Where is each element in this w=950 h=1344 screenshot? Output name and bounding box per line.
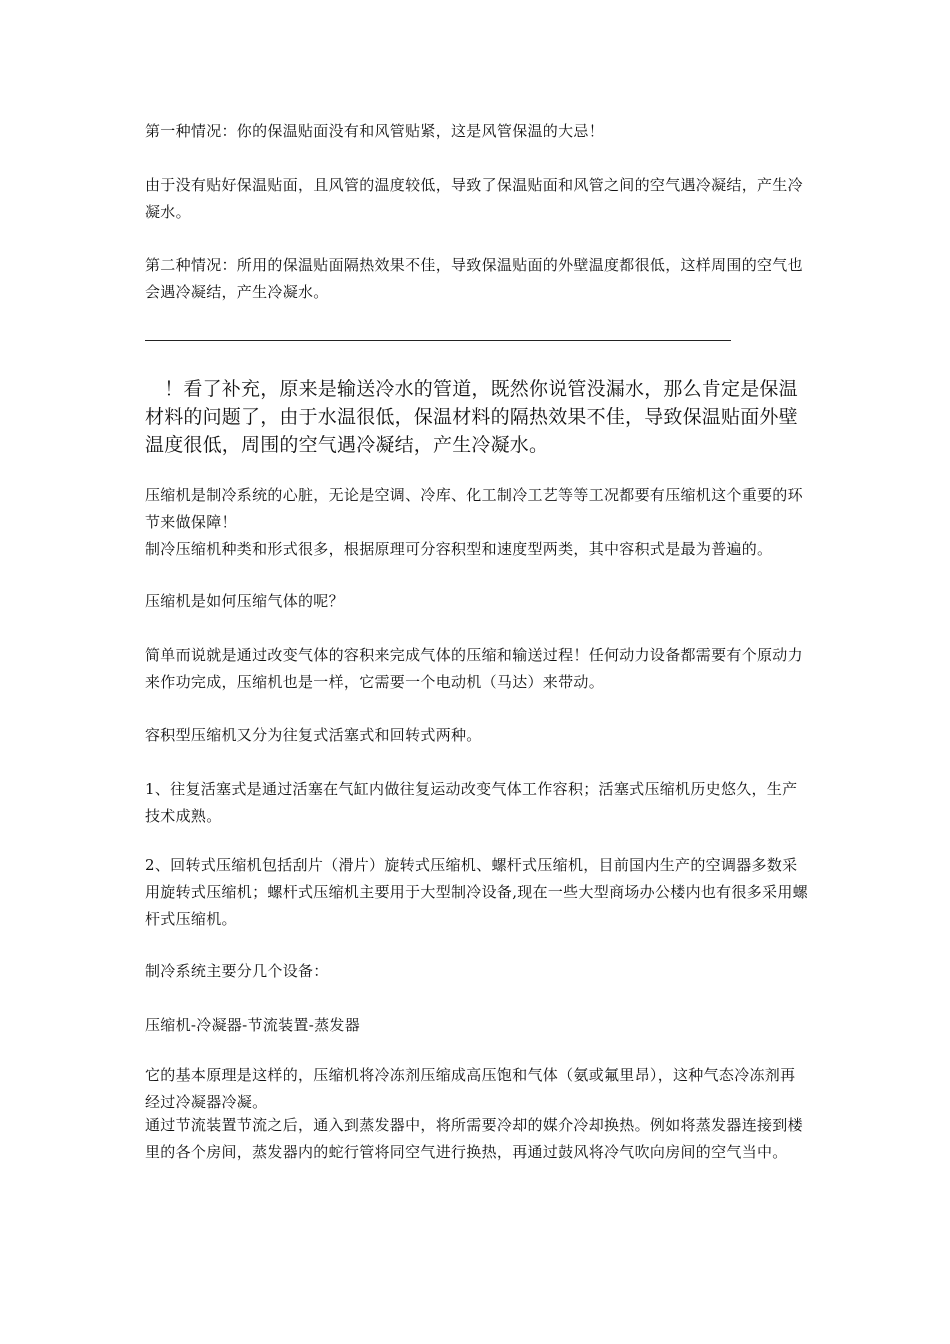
paragraph-basic-principle: 它的基本原理是这样的，压缩机将冷冻剂压缩成高压饱和气体（氨或氟里昂），这种气态冷冻剂再经过冷凝器冷凝。 <box>145 1066 796 1111</box>
horizontal-divider <box>145 340 731 341</box>
paragraph-compressor-types: 制冷压缩机种类和形式很多，根据原理可分容积型和速度型两类，其中容积式是最为普遍的。 <box>145 540 773 558</box>
paragraph-case-one: 第一种情况：你的保温贴面没有和风管贴紧，这是风管保温的大忌！ <box>145 122 605 140</box>
paragraph-rotary: 2、回转式压缩机包括刮片（滑片）旋转式压缩机、螺杆式压缩机，目前国内生产的空调器多数采用旋转式压缩机；螺杆式压缩机主要用于大型制冷设备,现在一些大型商场办公楼内也有很多采用螺杆式压缩机。 <box>145 856 808 928</box>
paragraph-volumetric-types: 容积型压缩机又分为往复式活塞式和回转式两种。 <box>145 726 482 744</box>
paragraph-case-one-explanation: 由于没有贴好保温贴面，且风管的温度较低，导致了保温贴面和风管之间的空气遇冷凝结，产生冷凝水。 <box>145 176 803 221</box>
paragraph-supplement: ！看了补充，原来是输送冷水的管道，既然你说管没漏水，那么肯定是保温材料的问题了，由于水温很低，保温材料的隔热效果不佳，导致保温贴面外壁温度很低，周围的空气遇冷凝结，产生冷凝水。 <box>145 378 798 456</box>
paragraph-compressor-heart: 压缩机是制冷系统的心脏，无论是空调、冷库、化工制冷工艺等等工况都要有压缩机这个重要的环节来做保障！ <box>145 486 803 531</box>
paragraph-simple-explanation: 简单而说就是通过改变气体的容积来完成气体的压缩和输送过程！任何动力设备都需要有个原动力来作功完成，压缩机也是一样，它需要一个电动机（马达）来带动。 <box>145 646 803 691</box>
paragraph-how-compress-question: 压缩机是如何压缩气体的呢？ <box>145 592 344 610</box>
paragraph-case-two: 第二种情况：所用的保温贴面隔热效果不佳，导致保温贴面的外壁温度都很低，这样周围的空气也会遇冷凝结，产生冷凝水。 <box>145 256 803 301</box>
paragraph-reciprocating: 1、往复活塞式是通过活塞在气缸内做往复运动改变气体工作容积；活塞式压缩机历史悠久，生产技术成熟。 <box>145 780 798 825</box>
paragraph-system-devices-heading: 制冷系统主要分几个设备： <box>145 962 329 980</box>
paragraph-throttling-evaporator: 通过节流装置节流之后，通入到蒸发器中，将所需要冷却的媒介冷却换热。例如将蒸发器连接到楼里的各个房间，蒸发器内的蛇行管将同空气进行换热，再通过鼓风将冷气吹向房间的空气当中。 <box>145 1116 803 1161</box>
paragraph-system-devices-list: 压缩机-冷凝器-节流装置-蒸发器 <box>145 1016 361 1034</box>
